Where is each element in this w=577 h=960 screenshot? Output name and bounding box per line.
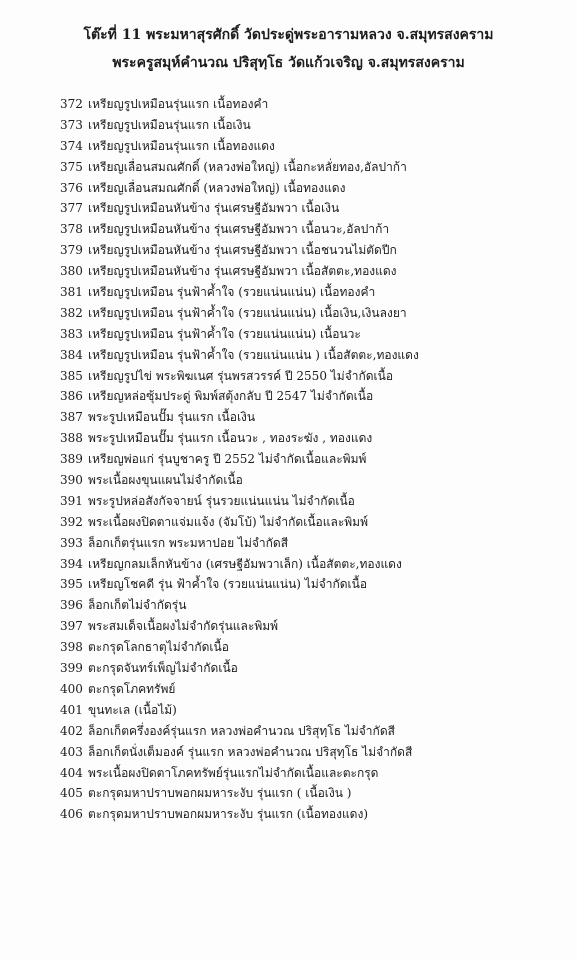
item-number: 388 (60, 431, 83, 446)
item-text: เหรียญรูปเหมือน รุ่นฟ้าค้ำใจ (รวยแน่นแน่น) เนื้อเงิน,เงินลงยา (88, 305, 407, 320)
item-text: ตะกรุดโลกธาตุไม่จำกัดเนื้อ (88, 640, 229, 655)
item-number: 373 (60, 117, 83, 132)
item-number: 389 (60, 452, 83, 467)
list-item (60, 407, 560, 428)
list-item (60, 470, 560, 491)
item-number: 375 (60, 159, 83, 174)
item-number: 376 (60, 180, 83, 195)
item-number: 385 (60, 368, 83, 383)
item-number: 398 (60, 640, 83, 655)
item-number: 396 (60, 598, 83, 613)
list-item (60, 366, 560, 387)
item-number: 406 (60, 807, 83, 822)
item-number: 387 (60, 410, 83, 425)
item-text: ล็อกเก็ตรุ่นแรก พระมหาปอย ไม่จำกัดสี (88, 535, 289, 550)
item-text: ขุนทะเล (เนื้อไม้) (88, 702, 177, 717)
item-text: เหรียญเลื่อนสมณศักดิ์ (หลวงพ่อใหญ่) เนื้อกะหลั่ยทอง,อัลปาก้า (88, 159, 407, 174)
item-number: 377 (60, 201, 83, 216)
item-number: 392 (60, 514, 83, 529)
item-number: 382 (60, 305, 83, 320)
item-number: 378 (60, 222, 83, 237)
list-item (60, 261, 560, 282)
list-item (60, 616, 560, 637)
list-item (60, 428, 560, 449)
list-item (60, 345, 560, 366)
item-text: เหรียญรูปเหมือนหันข้าง รุ่นเศรษฐีอัมพวา เนื้อนวะ,อัลปาก้า (88, 222, 390, 237)
item-text: เหรียญกลมเล็กหันข้าง (เศรษฐีอัมพวาเล็ก) เนื้อสัตตะ,ทองแดง (88, 556, 402, 571)
list-item (60, 804, 560, 825)
item-text: เหรียญรูปเหมือนหันข้าง รุ่นเศรษฐีอัมพวา เนื้อชนวนไม่ตัดปีก (88, 243, 397, 258)
header-line-1: โต๊ะที่ 11 พระมหาสุรศักดิ์ วัดประดู่พระอารามหลวง จ.สมุทรสงคราม (83, 27, 494, 43)
item-text: เหรียญรูปเหมือนรุ่นแรก เนื้อทองคำ (88, 97, 269, 111)
list-item (60, 554, 560, 575)
list-item (60, 721, 560, 742)
item-text: พระเนื้อผงขุนแผนไม่จำกัดเนื้อ (88, 473, 243, 488)
list-item (60, 512, 560, 533)
item-number: 391 (60, 493, 83, 508)
item-number: 374 (60, 138, 83, 153)
list-item (60, 637, 560, 658)
item-text: เหรียญรูปเหมือน รุ่นฟ้าค้ำใจ (รวยแน่นแน่น ) เนื้อสัตตะ,ทองแดง (88, 347, 419, 362)
list-item (60, 595, 560, 616)
list-item (60, 198, 560, 219)
item-text: พระรูปหล่อสังกัจจายน์ รุ่นรวยแน่นแน่น ไม่จำกัดเนื้อ (88, 493, 355, 508)
item-text: พระเนื้อผงปิดตาโภคทรัพย์รุ่นแรกไม่จำกัดเนื้อและตะกรุด (88, 765, 379, 780)
item-text: เหรียญพ่อแก่ รุ่นบูชาครู ปี 2552 ไม่จำกัดเนื้อและพิมพ์ (88, 452, 367, 467)
item-number: 397 (60, 619, 83, 634)
item-text: ล็อกเก็ตนั่งเต็มองค์ รุ่นแรก หลวงพ่อคำนวณ ปริสุทฺโธ ไม่จำกัดสี (88, 744, 413, 759)
item-number: 401 (60, 702, 83, 717)
item-text: เหรียญเลื่อนสมณศักดิ์ (หลวงพ่อใหญ่) เนื้อทองแดง (88, 180, 346, 195)
item-text: เหรียญรูปเหมือนรุ่นแรก เนื้อทองแดง (88, 138, 275, 153)
item-text: เหรียญรูปเหมือนรุ่นแรก เนื้อเงิน (88, 117, 251, 132)
item-number: 403 (60, 744, 83, 759)
list-item (60, 700, 560, 721)
list-item (60, 219, 560, 240)
list-item (60, 386, 560, 407)
header-line-2: พระครูสมุห์คำนวณ ปริสุทฺโธ วัดแก้วเจริญ จ.สมุทรสงคราม (112, 55, 465, 71)
item-text: ตะกรุดจันทร์เพ็ญไม่จำกัดเนื้อ (88, 661, 238, 676)
item-number: 380 (60, 264, 83, 279)
list-item (60, 783, 560, 804)
list-item (60, 658, 560, 679)
item-text: เหรียญรูปเหมือนหันข้าง รุ่นเศรษฐีอัมพวา เนื้อสัตตะ,ทองแดง (88, 264, 397, 279)
item-text: พระเนื้อผงปิดตาแจ่มแจ้ง (จัมโบ้) ไม่จำกัดเนื้อและพิมพ์ (88, 514, 368, 529)
item-number: 395 (60, 577, 83, 592)
list-item (60, 136, 560, 157)
item-text: เหรียญรูปเหมือนหันข้าง รุ่นเศรษฐีอัมพวา เนื้อเงิน (88, 201, 340, 216)
list-item (60, 763, 560, 784)
item-text: เหรียญรูปไข่ พระพิฆเนศ รุ่นพรสวรรค์ ปี 2550 ไม่จำกัดเนื้อ (88, 368, 394, 383)
item-text: เหรียญรูปเหมือน รุ่นฟ้าค้ำใจ (รวยแน่นแน่น) เนื้อนวะ (88, 326, 361, 341)
item-text: พระรูปเหมือนปั๊ม รุ่นแรก เนื้อเงิน (88, 410, 256, 425)
list-item (60, 533, 560, 554)
item-number: 400 (60, 681, 83, 696)
item-number: 393 (60, 535, 83, 550)
list-item (60, 240, 560, 261)
list-item (60, 574, 560, 595)
list-item (60, 178, 560, 199)
item-text: ตะกรุดโภคทรัพย์ (88, 681, 176, 696)
item-number: 404 (60, 765, 83, 780)
list-item (60, 94, 560, 115)
list-item (60, 324, 560, 345)
item-text: พระสมเด็จเนื้อผงไม่จำกัดรุ่นและพิมพ์ (88, 619, 279, 634)
item-text: ตะกรุดมหาปราบพอกผมหาระงับ รุ่นแรก ( เนื้อเงิน ) (88, 786, 352, 801)
item-text: ตะกรุดมหาปราบพอกผมหาระงับ รุ่นแรก (เนื้อทองแดง) (88, 807, 369, 822)
list-item (60, 449, 560, 470)
item-text: ล็อกเก็ตไม่จำกัดรุ่น (88, 598, 187, 613)
item-list (60, 94, 560, 825)
list-item (60, 491, 560, 512)
item-number: 381 (60, 285, 83, 300)
item-text: พระรูปเหมือนปั๊ม รุ่นแรก เนื้อนวะ , ทองระฆัง , ทองแดง (88, 431, 373, 446)
list-item (60, 157, 560, 178)
item-number: 386 (60, 389, 83, 404)
item-number: 402 (60, 723, 83, 738)
item-number: 379 (60, 243, 83, 258)
item-text: เหรียญโชคดี รุ่น ฟ้าค้ำใจ (รวยแน่นแน่น) ไม่จำกัดเนื้อ (88, 577, 368, 592)
item-number: 399 (60, 661, 83, 676)
item-number: 383 (60, 326, 83, 341)
list-item (60, 282, 560, 303)
list-item (60, 679, 560, 700)
item-number: 394 (60, 556, 83, 571)
item-number: 405 (60, 786, 83, 801)
list-item (60, 115, 560, 136)
item-text: เหรียญรูปเหมือน รุ่นฟ้าค้ำใจ (รวยแน่นแน่น) เนื้อทองคำ (88, 285, 376, 300)
item-number: 384 (60, 347, 83, 362)
list-item (60, 742, 560, 763)
item-text: ล็อกเก็ตครึ่งองค์รุ่นแรก หลวงพ่อคำนวณ ปริสุทฺโธ ไม่จำกัดสี (88, 723, 395, 738)
item-text: เหรียญหล่อซุ้มประดู่ พิมพ์สตุ้งกลับ ปี 2547 ไม่จำกัดเนื้อ (88, 389, 374, 404)
list-item (60, 303, 560, 324)
item-number: 390 (60, 473, 83, 488)
item-number: 372 (60, 97, 83, 111)
